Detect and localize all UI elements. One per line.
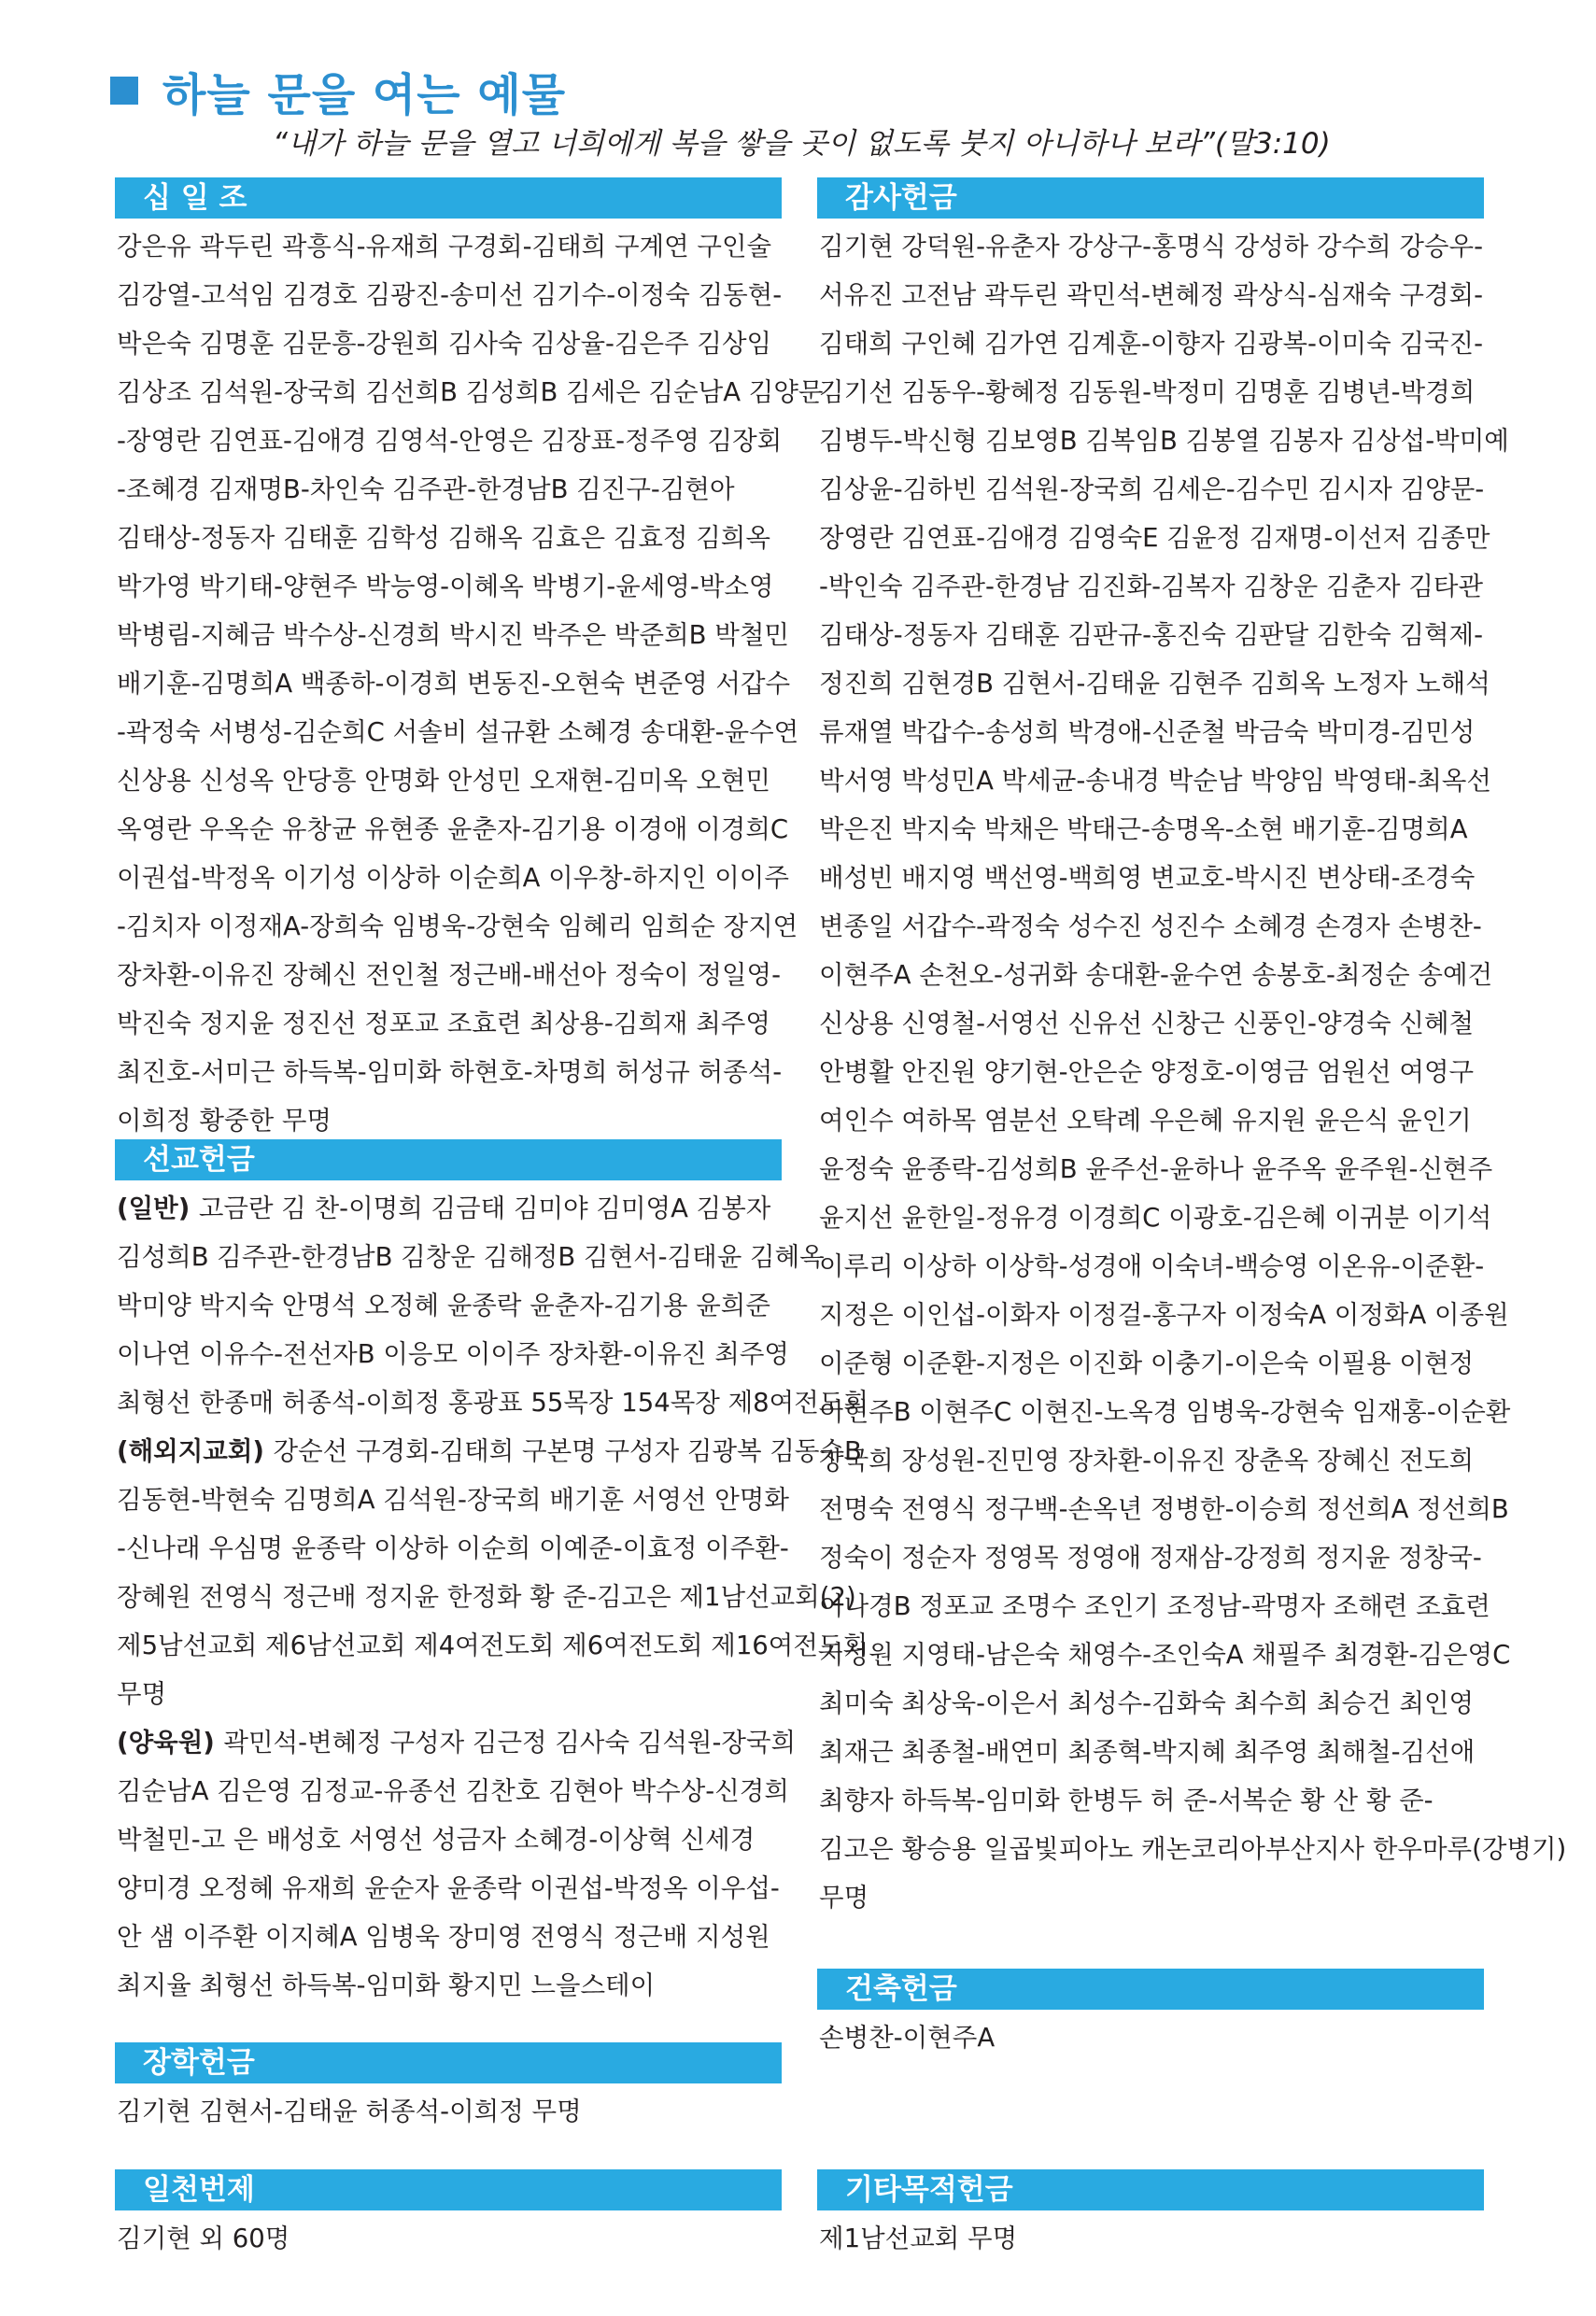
mission-line: 박미양 박지숙 안명석 오정혜 윤종락 윤춘자-김기용 윤희준	[117, 1291, 770, 1320]
thanks-line: 이현주A 손천오-성귀화 송대환-윤수연 송봉호-최정순 송예건	[819, 960, 1493, 990]
thanks-line: 이준형 이준환-지정은 이진화 이충기-이은숙 이필용 이현정	[819, 1349, 1475, 1378]
thanks-line: 여인수 여하목 염분선 오탁례 우은혜 유지원 윤은식 윤인기	[819, 1106, 1472, 1136]
scripture-verse: “내가 하늘 문을 열고 너희에게 복을 쌓을 곳이 없도록 붓지 아니하나 보라”(말3:10)	[273, 127, 1331, 161]
mission-line: (일반) 고금란 김 찬-이명희 김금태 김미야 김미영A 김봉자	[117, 1193, 771, 1223]
tithe-line: -김치자 이정재A-장희숙 임병욱-강현숙 임혜리 임희순 장지연	[117, 911, 798, 941]
mission-line: 박철민-고 은 배성호 서영선 성금자 소혜경-이상혁 신세경	[117, 1825, 756, 1855]
tithe-line: 박진숙 정지윤 정진선 정포교 조효련 최상용-김희재 최주영	[117, 1009, 770, 1038]
right-column	[817, 177, 1567, 2253]
building-names: 손병찬-이현주A	[819, 2023, 996, 2053]
tithe-line: 강은유 곽두린 곽흥식-유재희 구경회-김태희 구계연 구인술	[117, 232, 772, 261]
thanks-section	[817, 177, 1567, 1922]
scholarship-heading: 장학헌금	[115, 2042, 782, 2083]
building-heading: 건축헌금	[817, 1969, 1484, 2010]
tithe-line: -곽정숙 서병성-김순희C 서솔비 설규환 소혜경 송대환-윤수연	[117, 717, 799, 747]
thanks-line: 이현주B 이현주C 이현진-노옥경 임병욱-강현숙 임재홍-이순환	[819, 1397, 1511, 1427]
thanks-line: 박은진 박지숙 박채은 박태근-송명옥-소현 배기훈-김명희A	[819, 814, 1468, 844]
thanks-line: 최향자 하득복-임미화 한병두 허 준-서복순 황 산 황 준-	[819, 1786, 1434, 1815]
thanks-line: 전명숙 전영식 정구백-손옥년 정병한-이승희 정선희A 정선희B	[819, 1494, 1509, 1524]
thanks-line: 이루리 이상하 이상학-성경애 이숙녀-백승영 이온유-이준환-	[819, 1251, 1485, 1281]
thanks-line: 박서영 박성민A 박세균-송내경 박순남 박양임 박영태-최옥선	[819, 766, 1491, 796]
mission-line: 양미경 오정혜 유재희 윤순자 윤종락 이권섭-박정옥 이우섭-	[117, 1873, 780, 1903]
thanks-line: 신상용 신영철-서영선 신유선 신창근 신풍인-양경숙 신혜철	[819, 1009, 1475, 1038]
other-section	[817, 2169, 1484, 2263]
thanks-line: 김고은 황승용 일곱빛피아노 캐논코리아부산지사 한우마루(강병기)	[819, 1834, 1567, 1864]
thanks-line: 김태상-정동자 김태훈 김판규-홍진숙 김판달 김한숙 김혁제-	[819, 620, 1484, 650]
mission-line: 김동현-박현숙 김명희A 김석원-장국희 배기훈 서영선 안명화	[117, 1485, 789, 1515]
scholarship-names: 김기현 김현서-김태윤 허종석-이희정 무명	[117, 2097, 582, 2126]
tithe-line: 장차환-이유진 장혜신 전인철 정근배-배선아 정숙이 정일영-	[117, 960, 782, 990]
tithe-heading: 십 일 조	[115, 177, 782, 219]
tithe-line: 최진호-서미근 하득복-임미화 하현호-차명희 허성규 허종석-	[117, 1057, 783, 1087]
tithe-line: -장영란 김연표-김애경 김영석-안영은 김장표-정주영 김장회	[117, 426, 783, 456]
tithe-line: -조혜경 김재명B-차인숙 김주관-한경남B 김진구-김현아	[117, 474, 735, 504]
thanks-line: 김병두-박신형 김보영B 김복임B 김봉열 김봉자 김상섭-박미예	[819, 426, 1509, 456]
thanks-line: 변종일 서갑수-곽정숙 성수진 성진수 소혜경 손경자 손병찬-	[819, 911, 1482, 941]
thanks-line: -박인숙 김주관-한경남 김진화-김복자 김창운 김춘자 김타관	[819, 572, 1484, 601]
thanks-line: 류재열 박갑수-송성희 박경애-신준철 박금숙 박미경-김민성	[819, 717, 1476, 747]
thanks-line: 이나경B 정포교 조명수 조인기 조정남-곽명자 조해련 조효련	[819, 1591, 1490, 1621]
mission-sublabel: (양육원)	[117, 1728, 224, 1758]
thanks-line: 안병활 안진원 양기현-안은순 양정호-이영금 엄원선 여영구	[819, 1057, 1475, 1087]
tithe-names	[115, 222, 824, 1145]
tithe-section	[115, 177, 824, 1145]
tithe-line: 이희정 황중한 무명	[117, 1106, 332, 1136]
thanks-line: 지성원 지영태-남은숙 채영수-조인숙A 채필주 최경환-김은영C	[819, 1640, 1511, 1670]
thanks-line: 서유진 고전남 곽두린 곽민석-변혜정 곽상식-심재숙 구경회-	[819, 280, 1484, 310]
tithe-line: 이권섭-박정옥 이기성 이상하 이순희A 이우창-하지인 이이주	[117, 863, 789, 893]
thanks-line: 김상윤-김하빈 김석원-장국희 김세은-김수민 김시자 김양문-	[819, 474, 1485, 504]
mission-line: 제5남선교회 제6남선교회 제4여전도회 제6여전도회 제16여전도회	[117, 1631, 869, 1660]
tithe-line: 박병림-지혜금 박수상-신경희 박시진 박주은 박준희B 박철민	[117, 620, 789, 650]
left-column	[115, 177, 869, 2253]
mission-line: 장혜원 전영식 정근배 정지윤 한정화 황 준-김고은 제1남선교회(2)	[117, 1582, 856, 1612]
tithe-line: 박은숙 김명훈 김문흥-강원희 김사숙 김상율-김은주 김상임	[117, 329, 772, 359]
thanks-line: 윤정숙 윤종락-김성희B 윤주선-윤하나 윤주옥 윤주원-신현주	[819, 1154, 1493, 1184]
mission-section	[115, 1139, 869, 2010]
thousandth-names: 김기현 외 60명	[117, 2224, 290, 2253]
thanks-line: 무명	[819, 1883, 869, 1913]
thanks-line: 정숙이 정순자 정영목 정영애 정재삼-강정희 정지윤 정창국-	[819, 1543, 1482, 1573]
thanks-line: 지정은 이인섭-이화자 이정걸-홍구자 이정숙A 이정화A 이종원	[819, 1300, 1509, 1330]
mission-line: 무명	[117, 1679, 167, 1709]
thanks-line: 배성빈 배지영 백선영-백희영 변교호-박시진 변상태-조경숙	[819, 863, 1476, 893]
mission-line: (양육원) 곽민석-변혜정 구성자 김근정 김사숙 김석원-장국희	[117, 1728, 797, 1758]
mission-line: 최형선 한종매 허종석-이희정 홍광표 55목장 154목장 제8여전도회	[117, 1388, 869, 1418]
thanks-line: 장국희 장성원-진민영 장차환-이유진 장춘옥 장혜신 전도희	[819, 1446, 1475, 1476]
tithe-line: 김상조 김석원-장국희 김선희B 김성희B 김세은 김순남A 김양문	[117, 377, 824, 407]
tithe-line: 신상용 신성옥 안당흥 안명화 안성민 오재현-김미옥 오현민	[117, 766, 770, 796]
thanks-line: 정진희 김현경B 김현서-김태윤 김현주 김희옥 노정자 노해석	[819, 669, 1490, 699]
mission-line: 안 샘 이주환 이지혜A 임병욱 장미영 전영식 정근배 지성원	[117, 1922, 770, 1952]
thanks-line: 김기현 강덕원-유춘자 강상구-홍명식 강성하 강수희 강승우-	[819, 232, 1484, 261]
title-square-icon	[110, 77, 138, 105]
mission-names	[115, 1184, 869, 2010]
page-title-text: 하늘 문을 여는 예물	[162, 68, 567, 121]
thanks-line: 김기선 김동우-황혜정 김동원-박정미 김명훈 김병년-박경희	[819, 377, 1476, 407]
thanks-line: 윤지선 윤한일-정유경 이경희C 이광호-김은혜 이귀분 이기석	[819, 1203, 1492, 1233]
mission-heading: 선교헌금	[115, 1139, 782, 1180]
tithe-line: 김태상-정동자 김태훈 김학성 김해옥 김효은 김효정 김희옥	[117, 523, 770, 553]
thousandth-section	[115, 2169, 782, 2263]
thanks-line: 김태희 구인혜 김가연 김계훈-이향자 김광복-이미숙 김국진-	[819, 329, 1484, 359]
mission-sublabel: (일반)	[117, 1193, 199, 1223]
thanks-names	[817, 222, 1567, 1922]
thousandth-heading: 일천번제	[115, 2169, 782, 2210]
mission-line: 김성희B 김주관-한경남B 김창운 김해정B 김현서-김태윤 김혜옥	[117, 1242, 825, 1272]
mission-line: 이나연 이유수-전선자B 이응모 이이주 장차환-이유진 최주영	[117, 1339, 789, 1369]
mission-line: (해외지교회) 강순선 구경회-김태희 구본명 구성자 김광복 김동수B	[117, 1436, 862, 1466]
tithe-line: 김강열-고석임 김경호 김광진-송미선 김기수-이정숙 김동현-	[117, 280, 783, 310]
mission-line: -신나래 우심명 윤종락 이상하 이순희 이예준-이효정 이주환-	[117, 1533, 789, 1563]
page-title	[110, 58, 566, 123]
other-names: 제1남선교회 무명	[819, 2224, 1018, 2253]
building-section	[817, 1969, 1484, 2062]
thanks-line: 최미숙 최상욱-이은서 최성수-김화숙 최수희 최승건 최인영	[819, 1688, 1475, 1718]
tithe-line: 배기훈-김명희A 백종하-이경희 변동진-오현숙 변준영 서갑수	[117, 669, 791, 699]
mission-line: 김순남A 김은영 김정교-유종선 김찬호 김현아 박수상-신경희	[117, 1776, 789, 1806]
scholarship-section	[115, 2042, 782, 2136]
mission-line: 최지율 최형선 하득복-임미화 황지민 느을스테이	[117, 1970, 656, 2000]
other-heading: 기타목적헌금	[817, 2169, 1484, 2210]
thanks-line: 장영란 김연표-김애경 김영숙E 김윤정 김재명-이선저 김종만	[819, 523, 1490, 553]
tithe-line: 옥영란 우옥순 유창균 유현종 윤춘자-김기용 이경애 이경희C	[117, 814, 789, 844]
thanks-heading: 감사헌금	[817, 177, 1484, 219]
tithe-line: 박가영 박기태-양현주 박능영-이혜옥 박병기-윤세영-박소영	[117, 572, 774, 601]
thanks-line: 최재근 최종철-배연미 최종혁-박지혜 최주영 최해철-김선애	[819, 1737, 1476, 1767]
mission-sublabel: (해외지교회)	[117, 1436, 274, 1466]
